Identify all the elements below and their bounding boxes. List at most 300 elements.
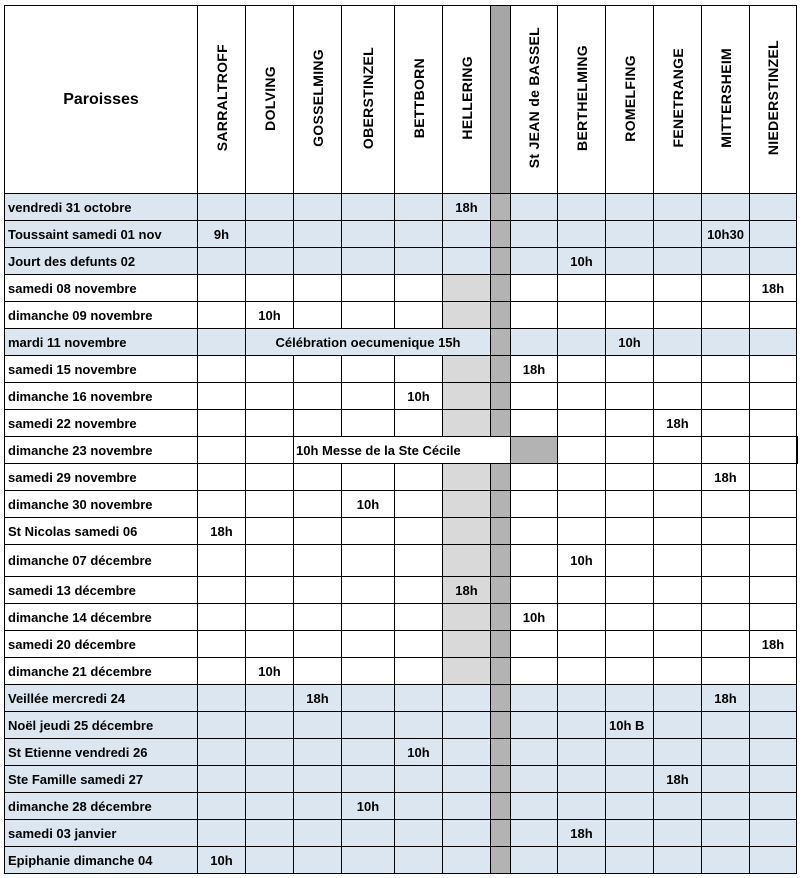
schedule-cell <box>198 712 246 739</box>
schedule-cell <box>443 820 491 847</box>
schedule-cell <box>750 518 797 545</box>
schedule-cell <box>750 356 797 383</box>
schedule-cell <box>511 329 558 356</box>
schedule-cell <box>511 248 558 275</box>
schedule-cell: 10h <box>395 383 443 410</box>
schedule-cell <box>654 793 702 820</box>
schedule-cell <box>246 847 294 874</box>
schedule-cell <box>443 518 491 545</box>
schedule-cell: 10h <box>246 658 294 685</box>
column-separator <box>491 820 511 847</box>
schedule-cell <box>294 356 342 383</box>
schedule-cell: 10h <box>198 847 246 874</box>
schedule-cell <box>750 712 797 739</box>
schedule-cell: 18h <box>654 410 702 437</box>
schedule-cell <box>654 604 702 631</box>
schedule-cell <box>198 356 246 383</box>
schedule-cell: 10h <box>511 604 558 631</box>
schedule-cell <box>443 658 491 685</box>
schedule-cell <box>342 820 395 847</box>
schedule-cell <box>342 194 395 221</box>
schedule-cell <box>342 518 395 545</box>
schedule-cell <box>511 739 558 766</box>
schedule-cell <box>654 356 702 383</box>
column-separator <box>491 739 511 766</box>
schedule-cell <box>342 766 395 793</box>
schedule-body <box>5 194 798 874</box>
column-separator <box>491 685 511 712</box>
table-row <box>5 739 798 766</box>
schedule-cell <box>606 739 654 766</box>
schedule-cell <box>654 464 702 491</box>
schedule-cell <box>246 194 294 221</box>
schedule-cell: 18h <box>654 766 702 793</box>
date-label: samedi 03 janvier <box>5 820 198 847</box>
schedule-cell <box>395 658 443 685</box>
schedule-cell <box>443 302 491 329</box>
column-separator <box>491 847 511 874</box>
schedule-cell <box>511 464 558 491</box>
schedule-cell <box>654 221 702 248</box>
schedule-cell <box>294 631 342 658</box>
schedule-cell <box>342 712 395 739</box>
schedule-cell: 9h <box>198 221 246 248</box>
table-row <box>5 793 798 820</box>
shared-celebration-cell: 10h Messe de la Ste Cécile <box>294 437 511 464</box>
schedule-cell <box>395 464 443 491</box>
schedule-cell <box>558 685 606 712</box>
schedule-cell <box>198 604 246 631</box>
date-label: samedi 29 novembre <box>5 464 198 491</box>
schedule-cell <box>294 248 342 275</box>
schedule-cell: 10h B <box>606 712 654 739</box>
table-row <box>5 658 798 685</box>
column-separator <box>491 577 511 604</box>
schedule-cell <box>395 712 443 739</box>
schedule-cell <box>606 604 654 631</box>
schedule-cell <box>443 766 491 793</box>
schedule-cell <box>342 685 395 712</box>
schedule-cell <box>395 275 443 302</box>
schedule-cell <box>511 518 558 545</box>
schedule-cell <box>246 545 294 577</box>
schedule-cell <box>702 847 750 874</box>
schedule-cell <box>702 356 750 383</box>
schedule-cell: 18h <box>443 577 491 604</box>
shared-celebration-cell: Célébration oecumenique 15h <box>246 329 491 356</box>
schedule-cell <box>558 658 606 685</box>
schedule-cell <box>246 464 294 491</box>
schedule-cell <box>443 383 491 410</box>
schedule-cell <box>294 658 342 685</box>
schedule-cell <box>511 847 558 874</box>
parish-header: BERTHELMING <box>558 6 606 194</box>
schedule-cell <box>246 685 294 712</box>
table-row <box>5 766 798 793</box>
schedule-cell <box>395 685 443 712</box>
column-separator <box>491 6 511 194</box>
column-separator <box>491 712 511 739</box>
schedule-cell <box>558 793 606 820</box>
schedule-cell <box>750 545 797 577</box>
schedule-cell <box>294 820 342 847</box>
schedule-cell: 10h <box>342 491 395 518</box>
table-row <box>5 491 798 518</box>
schedule-cell <box>702 545 750 577</box>
schedule-cell <box>750 658 797 685</box>
schedule-cell <box>294 577 342 604</box>
schedule-cell <box>558 739 606 766</box>
schedule-cell <box>246 518 294 545</box>
schedule-cell <box>246 491 294 518</box>
schedule-cell <box>294 410 342 437</box>
schedule-cell <box>702 604 750 631</box>
schedule-cell <box>342 410 395 437</box>
schedule-cell <box>294 793 342 820</box>
schedule-cell <box>342 631 395 658</box>
table-row <box>5 685 798 712</box>
schedule-cell <box>395 302 443 329</box>
schedule-cell <box>558 577 606 604</box>
schedule-cell <box>750 604 797 631</box>
schedule-cell <box>606 545 654 577</box>
schedule-cell <box>511 302 558 329</box>
schedule-cell: 10h <box>342 793 395 820</box>
column-separator <box>491 329 511 356</box>
schedule-cell: 18h <box>558 820 606 847</box>
schedule-cell <box>702 577 750 604</box>
schedule-cell <box>342 302 395 329</box>
schedule-cell <box>198 464 246 491</box>
table-row <box>5 631 798 658</box>
schedule-cell <box>558 631 606 658</box>
schedule-cell <box>443 739 491 766</box>
schedule-cell: 18h <box>702 685 750 712</box>
schedule-cell: 18h <box>443 194 491 221</box>
table-row <box>5 356 798 383</box>
table-row <box>5 518 798 545</box>
schedule-cell <box>654 577 702 604</box>
schedule-cell <box>654 631 702 658</box>
schedule-cell <box>558 302 606 329</box>
schedule-cell <box>342 847 395 874</box>
date-label: Ste Famille samedi 27 <box>5 766 198 793</box>
schedule-cell <box>294 766 342 793</box>
schedule-cell <box>702 410 750 437</box>
schedule-cell <box>395 577 443 604</box>
schedule-cell: 10h <box>606 329 654 356</box>
schedule-cell <box>606 766 654 793</box>
schedule-cell <box>702 518 750 545</box>
date-label: samedi 15 novembre <box>5 356 198 383</box>
schedule-cell <box>702 631 750 658</box>
schedule-cell <box>294 275 342 302</box>
date-label: samedi 20 décembre <box>5 631 198 658</box>
schedule-cell <box>750 793 797 820</box>
schedule-cell <box>198 766 246 793</box>
schedule-cell <box>606 221 654 248</box>
schedule-cell <box>702 275 750 302</box>
schedule-cell <box>246 712 294 739</box>
schedule-cell <box>750 383 797 410</box>
schedule-cell <box>198 275 246 302</box>
schedule-cell <box>750 685 797 712</box>
schedule-cell: 18h <box>750 631 797 658</box>
schedule-cell <box>558 194 606 221</box>
schedule-cell: 18h <box>198 518 246 545</box>
schedule-cell <box>443 275 491 302</box>
schedule-cell <box>198 545 246 577</box>
schedule-cell <box>750 739 797 766</box>
schedule-cell <box>246 766 294 793</box>
date-label: Jourt des defunts 02 <box>5 248 198 275</box>
date-label: dimanche 28 décembre <box>5 793 198 820</box>
schedule-cell <box>606 518 654 545</box>
schedule-cell <box>511 631 558 658</box>
schedule-cell <box>294 712 342 739</box>
date-label: dimanche 14 décembre <box>5 604 198 631</box>
schedule-cell <box>654 518 702 545</box>
schedule-cell <box>443 248 491 275</box>
schedule-cell <box>342 383 395 410</box>
date-label: dimanche 07 décembre <box>5 545 198 577</box>
schedule-cell <box>395 410 443 437</box>
schedule-cell <box>246 356 294 383</box>
schedule-cell <box>342 275 395 302</box>
table-row <box>5 545 798 577</box>
parish-header: SARRALTROFF <box>198 6 246 194</box>
schedule-cell <box>395 248 443 275</box>
date-label: samedi 13 décembre <box>5 577 198 604</box>
schedule-cell <box>654 491 702 518</box>
table-row <box>5 194 798 221</box>
schedule-cell <box>750 248 797 275</box>
schedule-cell <box>606 302 654 329</box>
column-separator <box>491 464 511 491</box>
schedule-cell <box>198 739 246 766</box>
table-row <box>5 410 798 437</box>
schedule-cell <box>511 275 558 302</box>
schedule-cell <box>654 383 702 410</box>
schedule-cell <box>606 631 654 658</box>
schedule-cell <box>342 739 395 766</box>
schedule-cell <box>750 577 797 604</box>
column-separator <box>491 383 511 410</box>
schedule-cell <box>511 766 558 793</box>
column-separator <box>491 631 511 658</box>
schedule-cell <box>558 221 606 248</box>
schedule-cell <box>246 383 294 410</box>
schedule-cell <box>294 194 342 221</box>
schedule-cell <box>750 410 797 437</box>
schedule-cell <box>702 712 750 739</box>
schedule-cell <box>511 820 558 847</box>
table-row <box>5 302 798 329</box>
schedule-cell <box>558 518 606 545</box>
schedule-cell <box>654 329 702 356</box>
schedule-cell <box>606 410 654 437</box>
schedule-cell <box>342 248 395 275</box>
parish-header: NIEDERSTINZEL <box>750 6 797 194</box>
schedule-cell <box>246 577 294 604</box>
schedule-cell <box>395 847 443 874</box>
date-label: vendredi 31 octobre <box>5 194 198 221</box>
date-label: dimanche 23 novembre <box>5 437 198 464</box>
date-label: dimanche 30 novembre <box>5 491 198 518</box>
schedule-cell <box>443 356 491 383</box>
parish-header: FENETRANGE <box>654 6 702 194</box>
schedule-cell <box>342 658 395 685</box>
schedule-cell <box>443 793 491 820</box>
table-row <box>5 604 798 631</box>
table-row <box>5 577 798 604</box>
schedule-cell <box>443 491 491 518</box>
schedule-cell <box>511 658 558 685</box>
column-separator <box>491 221 511 248</box>
schedule-cell <box>246 221 294 248</box>
parish-header: MITTERSHEIM <box>702 6 750 194</box>
parish-header: DOLVING <box>246 6 294 194</box>
schedule-cell <box>750 464 797 491</box>
schedule-cell <box>606 194 654 221</box>
schedule-cell <box>198 685 246 712</box>
parish-header: HELLERING <box>443 6 491 194</box>
schedule-cell <box>294 464 342 491</box>
date-label: Noël jeudi 25 décembre <box>5 712 198 739</box>
schedule-cell <box>654 739 702 766</box>
schedule-cell <box>198 302 246 329</box>
schedule-cell <box>606 847 654 874</box>
schedule-cell <box>294 491 342 518</box>
schedule-cell <box>606 820 654 847</box>
schedule-cell <box>198 820 246 847</box>
table-row <box>5 464 798 491</box>
schedule-cell: 10h <box>558 545 606 577</box>
schedule-cell <box>606 464 654 491</box>
table-row <box>5 712 798 739</box>
schedule-cell <box>558 383 606 410</box>
schedule-cell <box>558 464 606 491</box>
schedule-cell <box>342 221 395 248</box>
table-row <box>5 383 798 410</box>
schedule-cell <box>511 685 558 712</box>
schedule-cell <box>198 631 246 658</box>
schedule-cell <box>294 739 342 766</box>
schedule-cell <box>750 820 797 847</box>
schedule-cell <box>511 793 558 820</box>
schedule-cell <box>294 221 342 248</box>
schedule-cell <box>558 275 606 302</box>
schedule-cell <box>702 766 750 793</box>
schedule-cell <box>702 491 750 518</box>
schedule-cell <box>558 847 606 874</box>
schedule-cell <box>511 410 558 437</box>
column-separator <box>491 356 511 383</box>
schedule-cell <box>511 221 558 248</box>
schedule-cell <box>511 545 558 577</box>
schedule-cell <box>606 658 654 685</box>
schedule-cell <box>606 685 654 712</box>
schedule-cell <box>198 793 246 820</box>
date-label: Veillée mercredi 24 <box>5 685 198 712</box>
schedule-cell <box>558 712 606 739</box>
column-separator <box>491 194 511 221</box>
schedule-cell <box>750 329 797 356</box>
schedule-cell <box>395 356 443 383</box>
column-separator <box>491 491 511 518</box>
schedule-cell <box>198 577 246 604</box>
schedule-cell <box>443 712 491 739</box>
parish-header: ROMELFING <box>606 6 654 194</box>
schedule-cell <box>443 464 491 491</box>
schedule-cell <box>395 518 443 545</box>
schedule-cell: 18h <box>702 464 750 491</box>
schedule-cell <box>342 464 395 491</box>
parish-header: St JEAN de BASSEL <box>511 6 558 194</box>
schedule-cell <box>395 631 443 658</box>
schedule-cell <box>702 820 750 847</box>
schedule-cell <box>395 820 443 847</box>
schedule-cell <box>750 491 797 518</box>
schedule-cell <box>443 545 491 577</box>
table-row <box>5 329 798 356</box>
schedule-cell <box>198 383 246 410</box>
schedule-cell <box>654 847 702 874</box>
schedule-cell <box>558 437 606 464</box>
schedule-cell <box>443 604 491 631</box>
schedule-cell <box>606 383 654 410</box>
table-row <box>5 820 798 847</box>
schedule-cell <box>750 437 797 464</box>
schedule-cell <box>702 793 750 820</box>
table-row <box>5 437 798 464</box>
schedule-cell <box>198 491 246 518</box>
schedule-cell <box>702 658 750 685</box>
schedule-cell <box>511 577 558 604</box>
schedule-cell <box>246 437 294 464</box>
schedule-cell <box>198 329 246 356</box>
schedule-cell <box>702 383 750 410</box>
schedule-cell <box>246 820 294 847</box>
date-label: dimanche 09 novembre <box>5 302 198 329</box>
schedule-cell <box>558 491 606 518</box>
schedule-cell <box>395 194 443 221</box>
schedule-cell <box>294 847 342 874</box>
schedule-cell <box>395 221 443 248</box>
schedule-cell <box>294 604 342 631</box>
header-row <box>5 6 798 194</box>
date-label: samedi 08 novembre <box>5 275 198 302</box>
column-separator <box>491 604 511 631</box>
schedule-cell <box>342 577 395 604</box>
column-separator <box>491 275 511 302</box>
schedule-cell <box>511 383 558 410</box>
parish-header: GOSSELMING <box>294 6 342 194</box>
schedule-cell <box>395 766 443 793</box>
schedule-cell <box>246 739 294 766</box>
schedule-cell <box>702 437 750 464</box>
schedule-cell: 18h <box>511 356 558 383</box>
schedule-cell <box>246 275 294 302</box>
schedule-cell <box>558 766 606 793</box>
schedule-cell <box>558 410 606 437</box>
date-label: dimanche 21 décembre <box>5 658 198 685</box>
schedule-cell <box>395 604 443 631</box>
schedule-cell <box>511 491 558 518</box>
column-separator <box>491 793 511 820</box>
schedule-cell <box>654 820 702 847</box>
date-label: Epiphanie dimanche 04 <box>5 847 198 874</box>
